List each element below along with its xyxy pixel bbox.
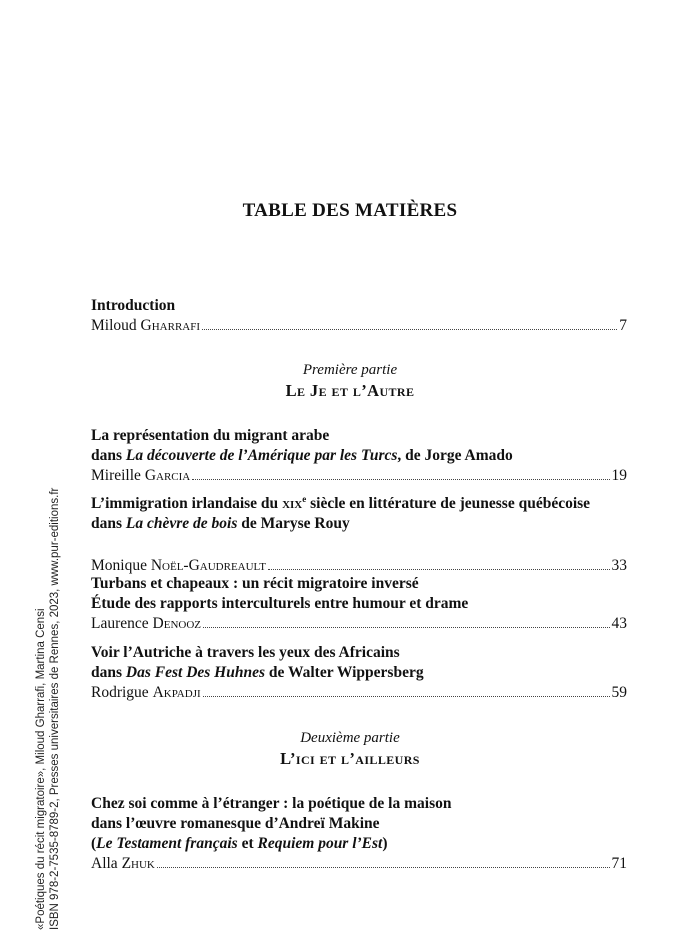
author-last-name: Denooz — [152, 615, 201, 632]
entry-title-line-2: dans l’œuvre romanesque d’Andreï Makine — [91, 815, 380, 832]
entry-author-line — [91, 614, 627, 634]
page-number: 7 — [619, 317, 627, 334]
entry-title-line-3: (Le Testament français et Requiem pour l’Est) — [91, 835, 388, 852]
author-first-name: Laurence — [91, 615, 149, 632]
author-first-name: Monique — [91, 557, 147, 574]
author-last-name: Gharrafi — [140, 317, 201, 334]
leader-dots — [157, 867, 610, 868]
entry-title-line-2: Étude des rapports interculturels entre humour et drame — [91, 595, 469, 612]
author-first-name: Alla — [91, 855, 118, 872]
toc-entry-5 — [91, 794, 627, 874]
toc-entry-4 — [91, 643, 627, 703]
part-name: L’ici et l’ailleurs — [280, 749, 420, 768]
entry-author-line — [91, 316, 627, 336]
page-number: 59 — [611, 684, 627, 701]
author-last-name: Zhuk — [121, 855, 155, 872]
entry-author-line — [91, 854, 627, 874]
page-title: TABLE DES MATIÈRES — [242, 200, 458, 221]
entry-title-line-1: Voir l’Autriche à travers les yeux des Africains — [91, 644, 400, 661]
author-first-name: Miloud — [91, 317, 137, 334]
entry-title-line-1: L’immigration irlandaise du xix$^e$ siècle en littérature de jeunesse québécoise — [91, 493, 591, 512]
author-first-name: Rodrigue — [91, 684, 149, 701]
entry-title-line-2: dans La chèvre de bois de Maryse Rouy — [91, 515, 350, 532]
page-number: 43 — [611, 615, 627, 632]
page-number: 33 — [611, 557, 627, 574]
part-label: Première partie — [302, 362, 398, 378]
author-first-name: Mireille — [91, 467, 141, 484]
entry-author-line — [91, 556, 627, 576]
part-name: Le Je et l’Autre — [285, 381, 415, 400]
copyright-sidebar — [34, 330, 62, 930]
leader-dots — [203, 627, 610, 628]
author-last-name: Noël-Gaudreault — [150, 557, 266, 574]
author-last-name: Garcia — [144, 467, 191, 484]
entry-title-line-1: La représentation du migrant arabe — [91, 427, 330, 444]
entry-title-line-2: dans Das Fest Des Huhnes de Walter Wippersberg — [91, 664, 424, 681]
toc-entry-2 — [91, 494, 627, 576]
entry-heading: Introduction — [91, 297, 176, 314]
entry-title-line-1: Chez soi comme à l’étranger : la poétique de la maison — [91, 795, 452, 812]
page-number: 71 — [611, 855, 627, 872]
toc-entry-introduction — [91, 296, 627, 336]
part-label: Deuxième partie — [300, 730, 400, 746]
toc-entry-1 — [91, 426, 627, 486]
sidebar-line-2: ISBN 978-2-7535-8789-2, Presses universitaires de Rennes, 2023, www.pur-editions.fr — [49, 487, 61, 930]
page-number: 19 — [611, 467, 627, 484]
leader-dots — [192, 479, 609, 480]
entry-title-line-2: dans La découverte de l’Amérique par les Turcs, de Jorge Amado — [91, 447, 513, 464]
part-heading-1 — [0, 360, 700, 402]
part-heading-2 — [0, 728, 700, 770]
leader-dots — [268, 569, 610, 570]
leader-dots — [202, 329, 617, 330]
entry-author-line — [91, 466, 627, 486]
entry-title-line-1: Turbans et chapeaux : un récit migratoire inversé — [91, 575, 419, 592]
author-last-name: Akpadji — [152, 684, 201, 701]
entry-author-line — [91, 683, 627, 703]
sidebar-line-1: «Poétiques du récit migratoire», Miloud Gharrafi, Martina Censi — [35, 608, 47, 930]
toc-entry-3 — [91, 574, 627, 634]
leader-dots — [203, 696, 610, 697]
